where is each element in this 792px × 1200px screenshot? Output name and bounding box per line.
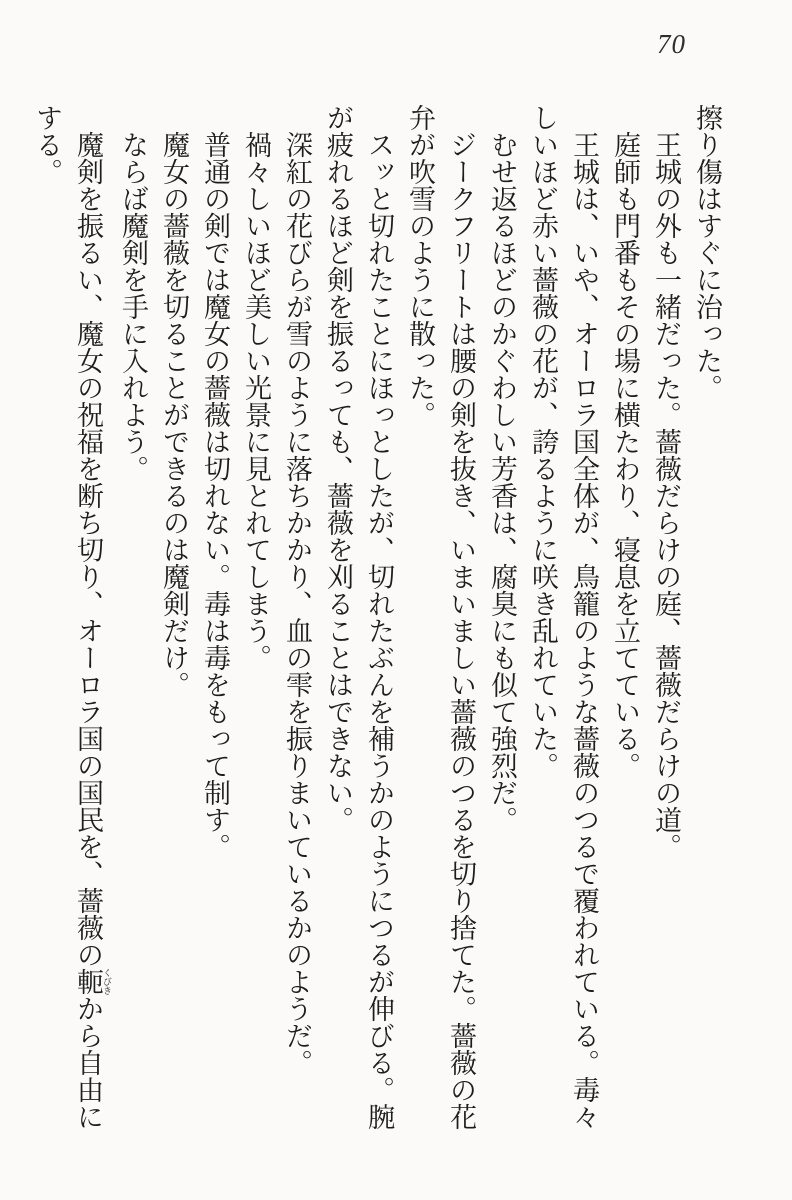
paragraph: スッと切れたことにほっとしたが、切れたぶんを補うかのようにつるが伸びる。腕が疲れるほど剣を振るっても、薔薇を刈ることはできない。 xyxy=(323,104,394,1130)
paragraph-text: 魔剣を振るい、魔女の祝福を断ち切り、オーロラ国の国民を、薔薇の xyxy=(73,131,103,968)
page-number: 70 xyxy=(657,29,686,59)
body-text xyxy=(30,104,727,1134)
paragraph: 庭師も門番もその場に横たわり、寝息を立てている。 xyxy=(610,131,640,779)
ruby-furigana: くびき xyxy=(102,968,112,995)
paragraph: ジークフリートは腰の剣を抜き、いまいましい薔薇のつるを切り捨てた。薔薇の花弁が吹雪のように散った。 xyxy=(405,104,476,1130)
paragraph: 擦り傷はすぐに治った。 xyxy=(692,104,722,401)
paragraph: 禍々しいほど美しい光景に見とれてしまう。 xyxy=(241,131,271,671)
paragraph: 王城の外も一緒だった。薔薇だらけの庭、薔薇だらけの道。 xyxy=(651,131,681,860)
paragraph xyxy=(26,104,112,1134)
paragraph: むせ返るほどのかぐわしい芳香は、腐臭にも似て強烈だ。 xyxy=(487,131,517,833)
paragraph-text: から自由にする。 xyxy=(32,104,103,1130)
paragraph: 魔女の薔薇を切ることができるのは魔剣だけ。 xyxy=(159,131,189,698)
paragraph: 普通の剣では魔女の薔薇は切れない。毒は毒をもって制す。 xyxy=(200,131,230,860)
paragraph: 深紅の花びらが雪のように落ちかかり、血の雫を振りまいているかのようだ。 xyxy=(282,131,312,1076)
ruby-base: 軛 xyxy=(73,968,103,995)
paragraph: 王城は、いや、オーロラ国全体が、鳥籠のような薔薇のつるで覆われている。毒々しいほど赤い薔薇の花が、誇るように咲き乱れていた。 xyxy=(528,104,599,1130)
ruby-word xyxy=(73,968,112,995)
paragraph: ならば魔剣を手に入れよう。 xyxy=(118,131,148,482)
